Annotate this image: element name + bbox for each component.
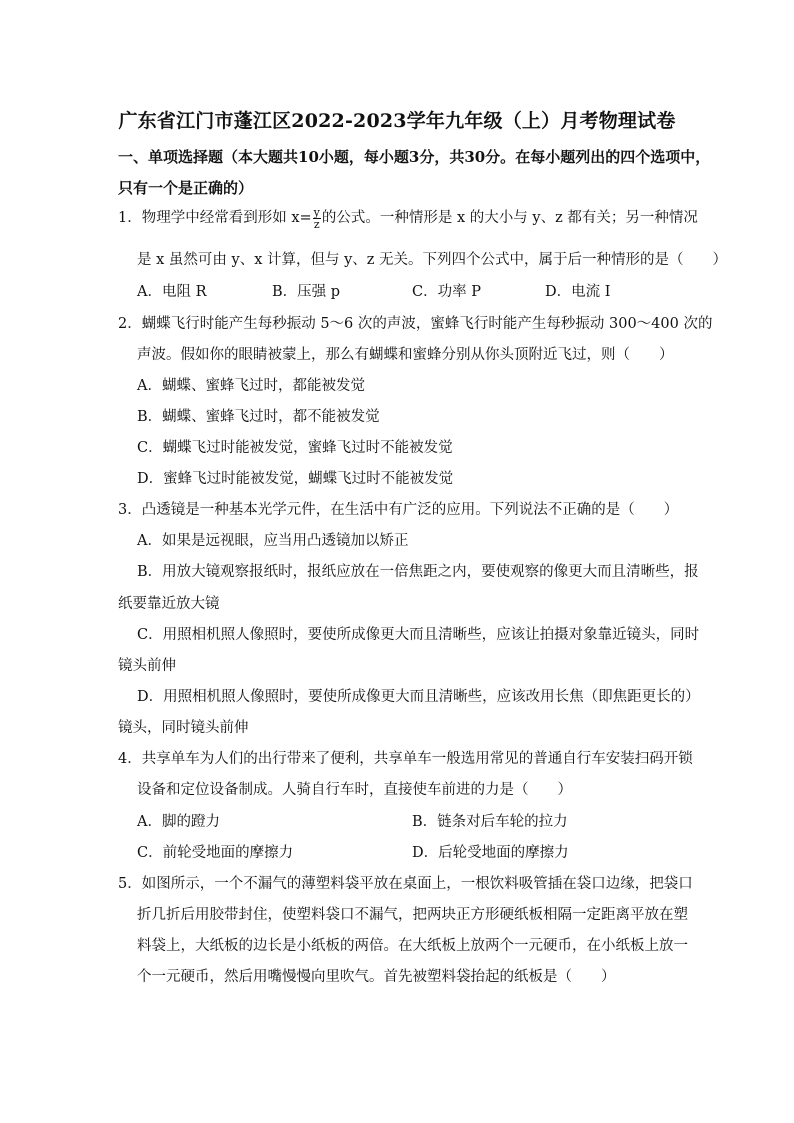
q1-line1 xyxy=(118,206,698,230)
q3-option-b-line2: 纸要靠近放大镜 xyxy=(118,596,220,612)
q4-option-b: B．链条对后车轮的拉力 xyxy=(412,814,568,830)
q3-option-c-line1: C．用照相机照人像照时，要使所成像更大而且清晰些，应该让拍摄对象靠近镜头，同时 xyxy=(137,627,700,643)
q2-option-a: A．蝴蝶、蜜蜂飞过时，都能被发觉 xyxy=(137,378,365,394)
q4-line2: 设备和定位设备制成。人骑自行车时，直接使车前进的力是（ ） xyxy=(137,782,572,798)
q1-fraction xyxy=(313,207,321,230)
q3-line1: 3．凸透镜是一种基本光学元件，在生活中有广泛的应用。下列说法不正确的是（ ） xyxy=(118,502,679,518)
q1-frac-numerator: y xyxy=(313,205,320,219)
q1-option-d: D．电流 I xyxy=(545,284,611,300)
q1-line2: 是 x 虽然可由 y、x 计算，但与 y、z 无关。下列四个公式中，属于后一种情形的是（ ） xyxy=(137,252,728,268)
q3-option-d-line1: D．用照相机照人像照时，要使所成像更大而且清晰些，应该改用长焦（即焦距更长的） xyxy=(137,689,700,705)
q2-option-c: C．蝴蝶飞过时能被发觉，蜜蜂飞过时不能被发觉 xyxy=(137,440,453,456)
q5-line2: 折几折后用胶带封住，使塑料袋口不漏气，把两块正方形硬纸板相隔一定距离平放在塑 xyxy=(137,907,688,923)
q3-option-b-line1: B．用放大镜观察报纸时，报纸应放在一倍焦距之内，要使观察的像更大而且清晰些，报 xyxy=(137,564,699,580)
q1-text-post: 的公式。一种情形是 x 的大小与 y、z 都有关；另一种情况 xyxy=(321,210,698,226)
q4-line1: 4．共享单车为人们的出行带来了便利，共享单车一般选用常见的普通自行车安装扫码开锁 xyxy=(118,751,693,767)
q5-line1: 5．如图所示，一个不漏气的薄塑料袋平放在桌面上，一根饮料吸管插在袋口边缘，把袋口 xyxy=(118,876,693,892)
q1-text-pre: 1．物理学中经常看到形如 x= xyxy=(118,210,312,226)
q1-option-c: C．功率 P xyxy=(412,284,481,300)
q4-option-a: A．脚的蹬力 xyxy=(137,814,220,830)
q5-line3: 料袋上，大纸板的边长是小纸板的两倍。在大纸板上放两个一元硬币，在小纸板上放一 xyxy=(137,938,688,954)
page-title: 广东省江门市蓬江区2022-2023学年九年级（上）月考物理试卷 xyxy=(118,110,676,132)
q2-line1: 2．蝴蝶飞行时能产生每秒振动 5～6 次的声波，蜜蜂飞行时能产生每秒振动 300～400 次的 xyxy=(118,316,713,332)
q4-option-d: D．后轮受地面的摩擦力 xyxy=(412,845,569,861)
q2-option-d: D．蜜蜂飞过时能被发觉，蝴蝶飞过时不能被发觉 xyxy=(137,471,454,487)
q3-option-c-line2: 镜头前伸 xyxy=(118,658,176,674)
section-heading-line1: 一、单项选择题（本大题共10小题，每小题3分，共30分。在每小题列出的四个选项中， xyxy=(118,148,711,166)
q5-line4: 个一元硬币，然后用嘴慢慢向里吹气。首先被塑料袋抬起的纸板是（ ） xyxy=(137,969,616,985)
section-heading-line2: 只有一个是正确的） xyxy=(118,179,254,197)
q2-option-b: B．蝴蝶、蜜蜂飞过时，都不能被发觉 xyxy=(137,409,380,425)
q2-line2: 声波。假如你的眼睛被蒙上，那么有蝴蝶和蜜蜂分别从你头顶附近飞过，则（ ） xyxy=(137,347,674,363)
q3-option-d-line2: 镜头，同时镜头前伸 xyxy=(118,720,249,736)
q3-option-a: A．如果是远视眼，应当用凸透镜加以矫正 xyxy=(137,533,409,549)
q1-option-a: A．电阻 R xyxy=(137,284,207,300)
q1-frac-denominator: z xyxy=(313,217,320,231)
q4-option-c: C．前轮受地面的摩擦力 xyxy=(137,845,294,861)
q1-option-b: B．压强 p xyxy=(272,284,341,300)
